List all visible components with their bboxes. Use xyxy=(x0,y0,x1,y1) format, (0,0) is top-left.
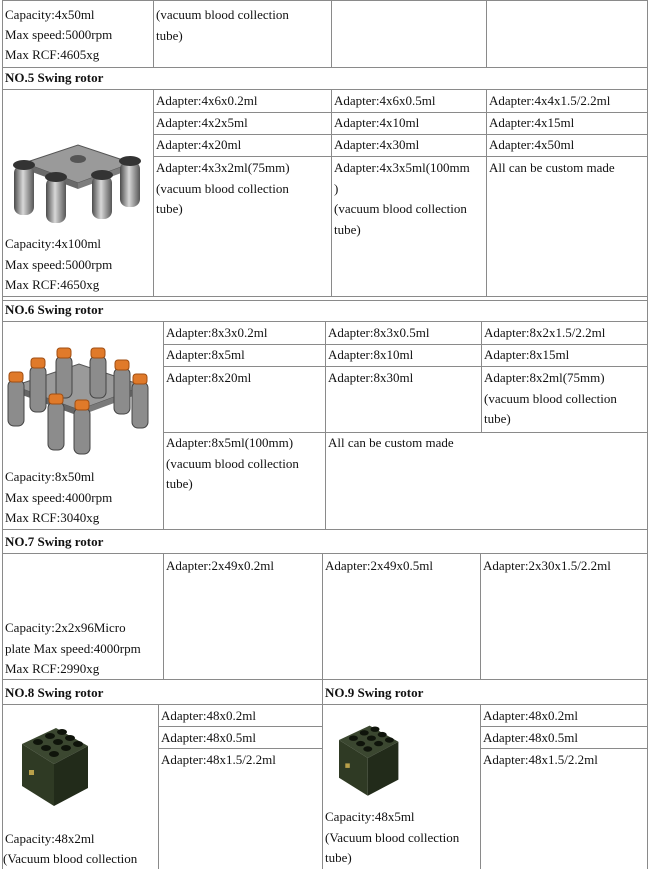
r7-spec-rcf: Max RCF:2990xg xyxy=(5,661,100,676)
r6-adapter-7: Adapter:8x20ml xyxy=(166,370,252,385)
r6-adapter-8: Adapter:8x30ml xyxy=(328,370,414,385)
r8-adapter-1: Adapter:48x0.2ml xyxy=(161,708,256,723)
r8-adapter-2: Adapter:48x0.5ml xyxy=(161,730,256,745)
r8-spec-note: (Vacuum blood collection xyxy=(3,851,138,866)
r7-spec-capacity: Capacity:2x2x96Micro xyxy=(5,620,126,635)
r5-spec-speed: Max speed:5000rpm xyxy=(5,257,113,272)
r5-adapter-4: Adapter:4x2x5ml xyxy=(156,115,248,130)
r5-spec-rcf: Max RCF:4650xg xyxy=(5,277,100,292)
r6-adapter-vacuum-100: Adapter:8x5ml(100mm) (vacuum blood collection tube) xyxy=(166,435,299,491)
r5-adapter-6: Adapter:4x15ml xyxy=(489,115,575,130)
r6-spec-rcf: Max RCF:3040xg xyxy=(5,510,100,525)
top-spec-rcf: Max RCF:4605xg xyxy=(5,47,100,62)
r5-adapter-1: Adapter:4x6x0.2ml xyxy=(156,93,258,108)
r6-spec-capacity: Capacity:8x50ml xyxy=(5,469,95,484)
top-spec-capacity: Capacity:4x50ml xyxy=(5,7,95,22)
rotor-7-title: NO.7 Swing rotor xyxy=(5,534,104,549)
r5-adapter-5: Adapter:4x10ml xyxy=(334,115,420,130)
r5-adapter-vacuum-100: Adapter:4x3x5ml(100mm ) (vacuum blood collection tube) xyxy=(334,160,470,237)
r6-adapter-2: Adapter:8x3x0.5ml xyxy=(328,325,430,340)
r9-adapter-1: Adapter:48x0.2ml xyxy=(483,708,578,723)
r5-adapter-8: Adapter:4x30ml xyxy=(334,137,420,152)
top-spec-speed: Max speed:5000rpm xyxy=(5,27,113,42)
r6-spec-speed: Max speed:4000rpm xyxy=(5,490,113,505)
r8-spec-capacity: Capacity:48x2ml xyxy=(5,831,95,846)
rotor-6-title: NO.6 Swing rotor xyxy=(5,302,104,317)
r6-adapter-5: Adapter:8x10ml xyxy=(328,347,414,362)
r8-adapter-3: Adapter:48x1.5/2.2ml xyxy=(161,752,276,767)
tube-block-adapter-image-9 xyxy=(330,716,402,800)
swing-rotor-4-bucket-image xyxy=(4,135,152,225)
r5-adapter-2: Adapter:4x6x0.5ml xyxy=(334,93,436,108)
r5-adapter-7: Adapter:4x20ml xyxy=(156,137,242,152)
swing-rotor-8-bucket-image xyxy=(4,324,154,456)
r9-adapter-3: Adapter:48x1.5/2.2ml xyxy=(483,752,598,767)
r7-spec-speed: plate Max speed:4000rpm xyxy=(5,641,141,656)
r7-adapter-3: Adapter:2x30x1.5/2.2ml xyxy=(483,558,611,573)
tube-block-adapter-image-8 xyxy=(12,720,92,808)
r6-custom-note: All can be custom made xyxy=(328,435,454,450)
rotor-5-title: NO.5 Swing rotor xyxy=(5,70,104,85)
r5-adapter-vacuum-75: Adapter:4x3x2ml(75mm) (vacuum blood collection tube) xyxy=(156,160,290,216)
r6-adapter-3: Adapter:8x2x1.5/2.2ml xyxy=(484,325,606,340)
rotor-8-title: NO.8 Swing rotor xyxy=(5,685,104,700)
r9-adapter-2: Adapter:48x0.5ml xyxy=(483,730,578,745)
r7-adapter-2: Adapter:2x49x0.5ml xyxy=(325,558,433,573)
r6-adapter-1: Adapter:8x3x0.2ml xyxy=(166,325,268,340)
r5-adapter-3: Adapter:4x4x1.5/2.2ml xyxy=(489,93,611,108)
r9-spec-capacity: Capacity:48x5ml xyxy=(325,809,415,824)
r6-adapter-vacuum-75: Adapter:8x2ml(75mm) (vacuum blood collection tube) xyxy=(484,370,617,426)
r7-adapter-1: Adapter:2x49x0.2ml xyxy=(166,558,274,573)
r9-spec-note: (Vacuum blood collection xyxy=(325,830,460,845)
r5-spec-capacity: Capacity:4x100ml xyxy=(5,236,102,251)
r5-adapter-9: Adapter:4x50ml xyxy=(489,137,575,152)
top-continued-text: (vacuum blood collection tube) xyxy=(156,7,289,43)
r6-adapter-6: Adapter:8x15ml xyxy=(484,347,570,362)
r6-adapter-4: Adapter:8x5ml xyxy=(166,347,245,362)
r5-custom-note: All can be custom made xyxy=(489,160,615,175)
rotor-9-title: NO.9 Swing rotor xyxy=(325,685,424,700)
r9-spec-note-end: tube) xyxy=(325,850,352,865)
